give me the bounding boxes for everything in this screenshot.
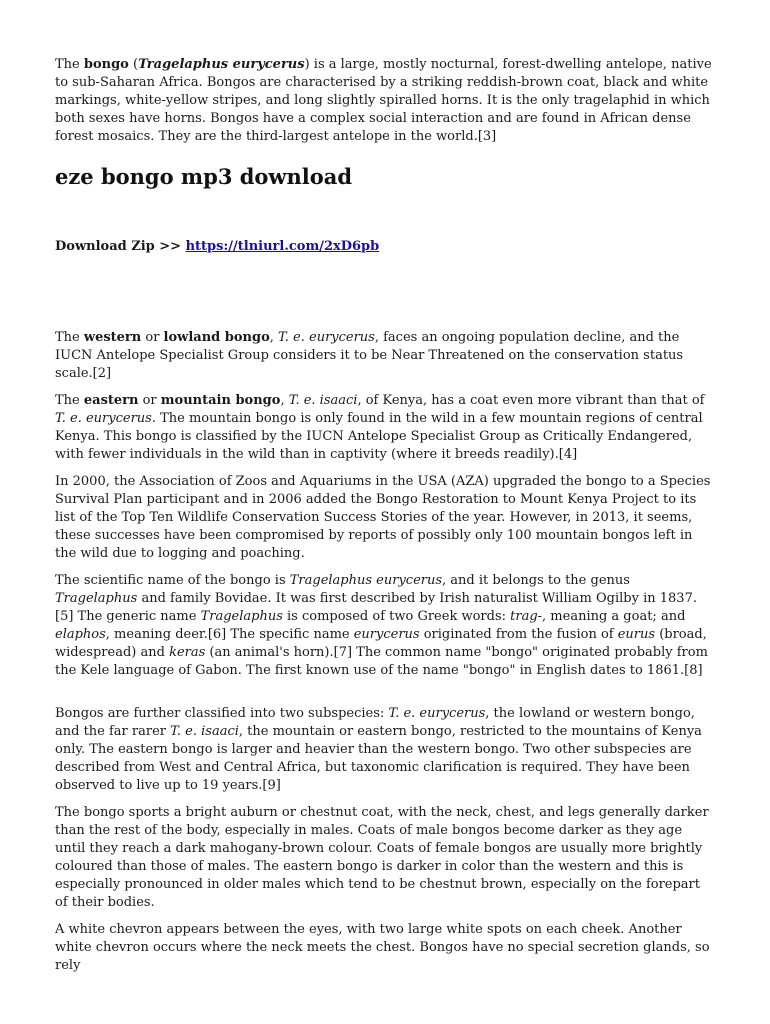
scientific-name-paragraph: The scientific name of the bongo is Tragelaphus eurycerus, and it belongs to the genus Tragelaphus and family Bovidae. It was first described by Irish naturalist William Ogilby in 1837.[5] The generic name Tragelaphus is composed of two Greek words: trag-, meaning a goat; and elaphos, meaning deer.[6] The specific name eurycerus originated from the fusion of eurus (broad, widespread) and keras (an animal's horn).[7] The common name "bongo" originated probably from the Kele language of Gabon. The first known use of the name "bongo" in English dates to 1861.[8] [55, 573, 708, 678]
download-line [55, 238, 714, 256]
intro-paragraph: The bongo (Tragelaphus eurycerus) is a large, mostly nocturnal, forest-dwelling antelope, native to sub-Saharan Africa. Bongos are characterised by a striking reddish-brown coat, black and white markings, white-yellow stripes, and long slightly spiralled horns. It is the only tragelaphid in which both sexes have horns. Bongos have a complex social interaction and are found in African dense forest mosaics. They are the third-largest antelope in the world.[3] [55, 57, 712, 144]
aza-paragraph: In 2000, the Association of Zoos and Aquariums in the USA (AZA) upgraded the bongo to a Species Survival Plan participant and in 2006 added the Bongo Restoration to Mount Kenya Project to its list of the Top Ten Wildlife Conservation Success Stories of the year. However, in 2013, it seems, these successes have been compromised by reports of possibly only 100 mountain bongos left in the wild due to logging and poaching. [55, 474, 711, 561]
bongo-term: bongo [83, 57, 129, 72]
download-label: Download Zip >> [55, 239, 186, 254]
subspecies-paragraph: Bongos are further classified into two subspecies: T. e. eurycerus, the lowland or western bongo, and the far rarer T. e. isaaci, the mountain or eastern bongo, restricted to the mountains of Kenya only. The eastern bongo is larger and heavier than the western bongo. Two other subspecies are described from West and Central Africa, but taxonomic clarification is required. They have been observed to live up to 19 years.[9] [55, 706, 702, 793]
download-link[interactable]: https://tlniurl.com/2xD6pb [185, 239, 380, 254]
eastern-bongo-paragraph: The eastern or mountain bongo, T. e. isaaci, of Kenya, has a coat even more vibrant than that of T. e. eurycerus. The mountain bongo is only found in the wild in a few mountain regions of central Kenya. This bongo is classified by the IUCN Antelope Specialist Group as Critically Endangered, with fewer individuals in the wild than in captivity (where it breeds readily).[4] [55, 393, 705, 462]
coat-paragraph: The bongo sports a bright auburn or chestnut coat, with the neck, chest, and legs generally darker than the rest of the body, especially in males. Coats of male bongos become darker as they age until they reach a dark mahogany-brown colour. Coats of female bongos are usually more brightly coloured than those of males. The eastern bongo is darker in color than the western and this is especially pronounced in older males which tend to be chestnut brown, especially on the forepart of their bodies. [55, 805, 709, 910]
page-title: eze bongo mp3 download [55, 164, 353, 189]
vertical-gap [55, 265, 714, 329]
vertical-gap [55, 689, 714, 705]
scientific-name: Tragelaphus eurycerus [138, 57, 305, 72]
chevron-paragraph: A white chevron appears between the eyes, with two large white spots on each cheek. Another white chevron occurs where the neck meets the chest. Bongos have no special secretion glands, so rely [55, 922, 710, 973]
western-bongo-paragraph: The western or lowland bongo, T. e. eurycerus, faces an ongoing population decline, and the IUCN Antelope Specialist Group considers it to be Near Threatened on the conservation status scale.[2] [55, 330, 684, 381]
